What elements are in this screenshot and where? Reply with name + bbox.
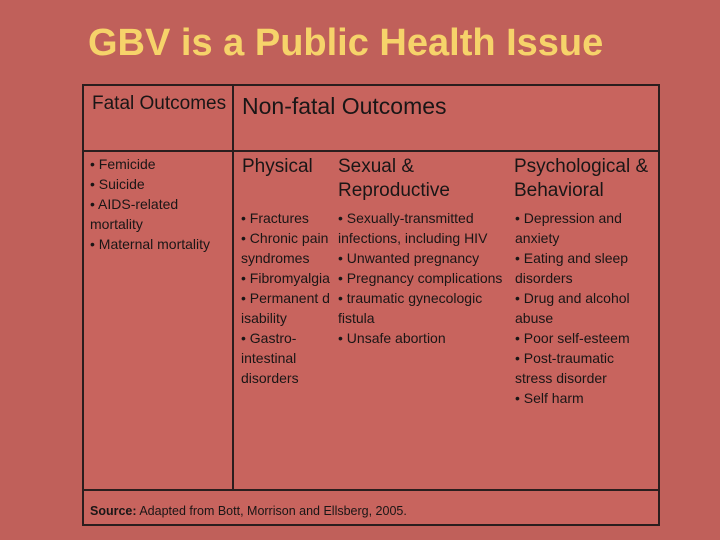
list-item: • Suicide [90, 176, 145, 192]
column-divider-line [232, 86, 234, 489]
list-item: • Chronic pain syndromes [241, 230, 329, 266]
list-item: • Unsafe abortion [338, 330, 446, 346]
list-item: • Depression and anxiety [515, 210, 622, 246]
sexual-reproductive-header: Sexual & Reproductive [338, 156, 450, 201]
fatal-outcomes-header: Fatal Outcomes [92, 93, 227, 114]
psychological-outcomes-list [515, 208, 651, 408]
list-item: • Maternal mortality [90, 236, 211, 252]
footer-divider-line [84, 489, 658, 491]
list-item: • Self harm [515, 390, 584, 406]
psychological-behavioral-header: Psychological & Behavioral [514, 156, 649, 201]
list-item: • Femicide [90, 156, 156, 172]
list-item: • Fractures [241, 210, 309, 226]
sexual-outcomes-list [338, 208, 510, 348]
outcomes-table [82, 84, 660, 526]
physical-header: Physical [242, 156, 313, 177]
physical-outcomes-list [241, 208, 331, 388]
list-item: • Sexually-transmitted infections, including HIV [338, 210, 488, 246]
source-label: Source: [90, 504, 137, 518]
list-item: • Pregnancy complications [338, 270, 503, 286]
slide-title: GBV is a Public Health Issue [88, 22, 604, 64]
source-text: Adapted from Bott, Morrison and Ellsberg, 2005. [136, 504, 407, 518]
list-item: • Gastro-intestinal disorders [241, 330, 299, 386]
list-item: • traumatic gynecologic fistula [338, 290, 483, 326]
list-item: • Drug and alcohol abuse [515, 290, 630, 326]
list-item: • Poor self-esteem [515, 330, 630, 346]
list-item: • Fibromyalgia [241, 270, 330, 286]
list-item: • Unwanted pregnancy [338, 250, 480, 266]
nonfatal-outcomes-header: Non-fatal Outcomes [242, 93, 447, 119]
source-citation [90, 504, 407, 518]
list-item: • AIDS-related mortality [90, 196, 179, 232]
list-item: • Permanent disability [241, 290, 330, 326]
list-item: • Post-traumatic stress disorder [515, 350, 615, 386]
header-divider-line [84, 150, 658, 152]
fatal-outcomes-list [90, 154, 230, 254]
list-item: • Eating and sleep disorders [515, 250, 629, 286]
